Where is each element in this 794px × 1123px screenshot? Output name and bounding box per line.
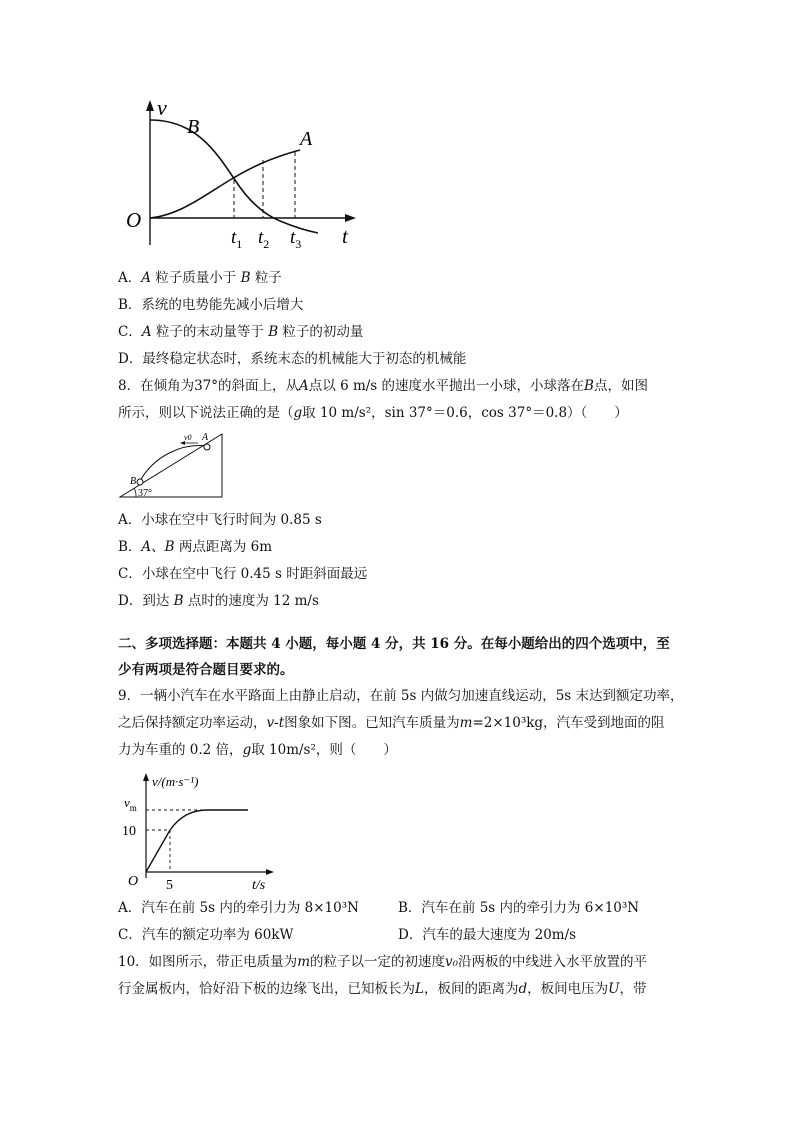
q8-stem-line1: 8．在倾角为37°的斜面上，从A点以 6 m/s 的速度水平抛出一小球，小球落在B点，如图 <box>118 378 648 394</box>
q8-option-d: D．到达 B 点时的速度为 12 m/s <box>118 593 319 609</box>
car-t-axis-arrow <box>266 869 274 875</box>
incline-triangle <box>120 434 222 497</box>
section2-heading-line2: 少有两项是符合题目要求的。 <box>118 662 294 678</box>
t-axis-arrow <box>345 214 356 222</box>
origin-label: O <box>126 208 142 232</box>
curve-a <box>150 150 300 218</box>
q7-option-a: A．A 粒子质量小于 B 粒子 <box>118 270 282 286</box>
q10-stem-line1: 10．如图所示，带正电质量为m的粒子以一定的初速度v₀沿两板的中线进入水平放置的平 <box>118 954 648 970</box>
q7-option-b: B．系统的电势能先减小后增大 <box>118 297 304 313</box>
car-vt-graph <box>118 768 288 898</box>
car-origin-label: O <box>128 874 139 889</box>
x-tick-5: 5 <box>166 878 173 893</box>
q9-stem-line3: 力为车重的 0.2 倍，g取 10m/s²，则（ ） <box>118 742 397 758</box>
q9-stem-line2: 之后保持额定功率运动，v-t图象如下图。已知汽车质量为m=2×10³kg，汽车受到地面的阻 <box>118 715 665 731</box>
particle-vt-graph <box>120 95 370 255</box>
q9-stem-line1: 9．一辆小汽车在水平路面上由静止启动，在前 5s 内做匀加速直线运动，5s 末达到额定功率， <box>118 688 684 704</box>
v-axis-arrow <box>146 100 154 111</box>
q9-option-b: B．汽车在前 5s 内的牵引力为 6×10³N <box>398 900 640 916</box>
car-velocity-curve <box>146 810 248 872</box>
ball-at-b <box>137 479 143 485</box>
q9-option-a: A．汽车在前 5s 内的牵引力为 8×10³N <box>118 900 359 916</box>
curve-b-label: B <box>187 116 200 138</box>
q9-option-d: D．汽车的最大速度为 20m/s <box>398 927 577 943</box>
car-v-axis-arrow <box>143 773 149 781</box>
q8-stem-line2: 所示，则以下说法正确的是（g取 10 m/s²，sin 37°＝0.6，cos 37°＝0.8）（ ） <box>118 405 628 421</box>
angle-arc <box>134 488 136 497</box>
trajectory-arc <box>140 446 206 481</box>
q8-option-a: A．小球在空中飞行时间为 0.85 s <box>118 512 322 528</box>
point-a-label: A <box>202 432 209 443</box>
q7-option-c: C．A 粒子的末动量等于 B 粒子的初动量 <box>118 324 364 340</box>
q7-option-d: D．最终稳定状态时，系统末态的机械能大于初态的机械能 <box>118 351 467 367</box>
t3-label: $t_3$ <box>290 227 302 251</box>
q8-option-b: B．A、B 两点距离为 6m <box>118 539 273 555</box>
q9-option-c: C．汽车的额定功率为 60kW <box>118 927 294 943</box>
t2-label: $t_2$ <box>258 227 270 251</box>
q10-stem-line2: 行金属板内，恰好沿下板的边缘飞出，已知板长为L，板间的距离为d，板间电压为U，带 <box>118 981 647 997</box>
vm-label: $v_m$ <box>124 795 137 813</box>
car-y-axis-label: v/(m·s⁻¹) <box>152 774 199 789</box>
v-axis-label: v <box>157 95 167 120</box>
y-tick-10: 10 <box>122 824 136 839</box>
section2-heading-line1: 二、多项选择题：本题共 4 小题，每小题 4 分，共 16 分。在每小题给出的四个选项中，至 <box>118 636 670 652</box>
ball-at-a <box>204 444 210 450</box>
t1-label: $t_1$ <box>231 227 243 251</box>
v0-label: v0 <box>184 433 192 442</box>
angle-label: 37° <box>138 488 152 499</box>
incline-projectile-diagram <box>118 428 228 500</box>
car-t-axis-label: t/s <box>252 878 266 893</box>
t-axis-label: t <box>342 224 348 248</box>
point-b-label: B <box>130 476 137 487</box>
curve-a-label: A <box>300 128 313 150</box>
q8-option-c: C．小球在空中飞行 0.45 s 时距斜面最远 <box>118 566 368 582</box>
